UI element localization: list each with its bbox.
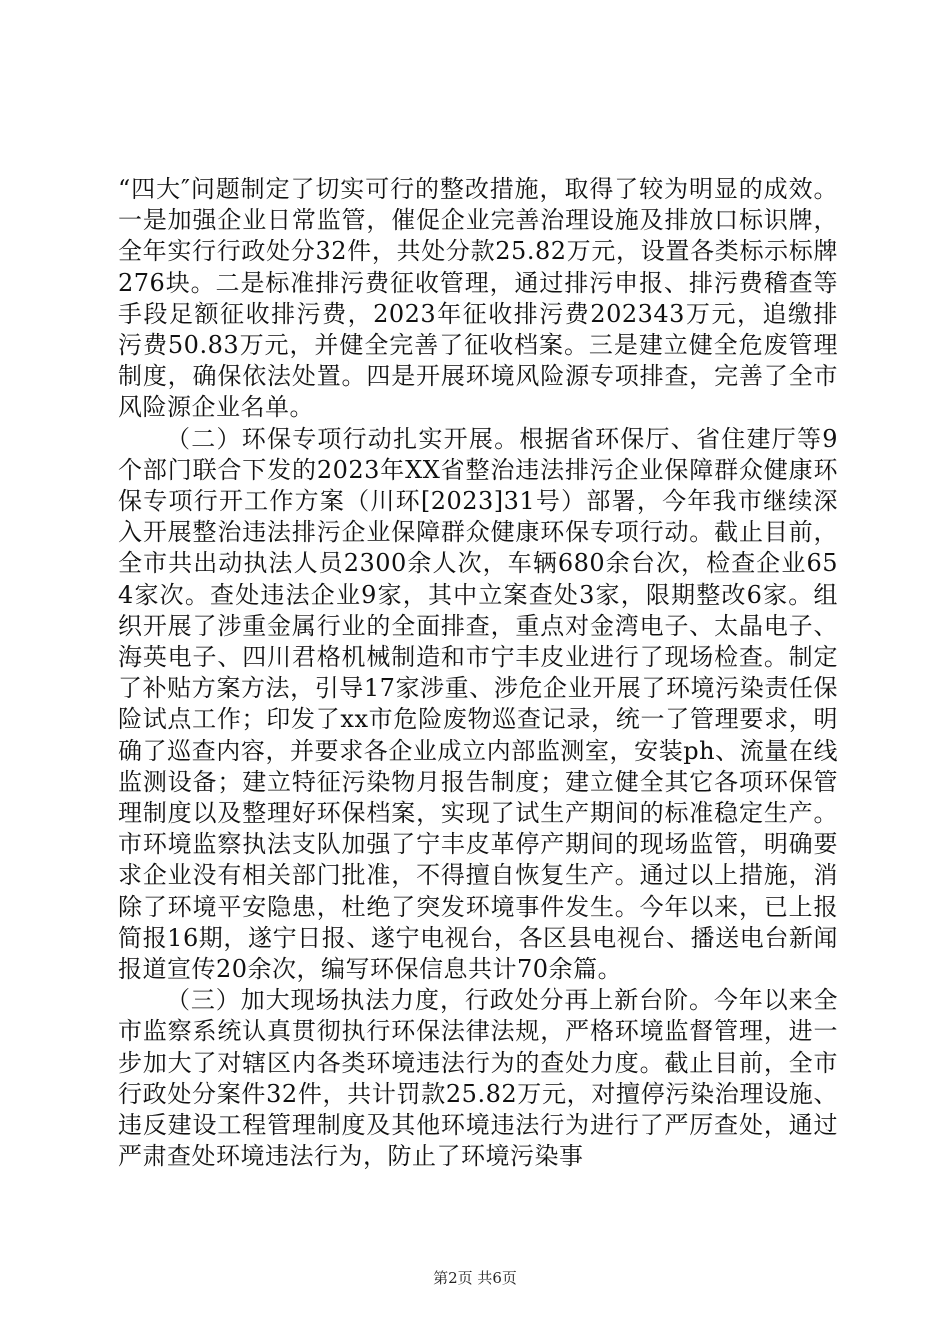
paragraph-1: “四大″问题制定了切实可行的整改措施，取得了较为明显的成效。一是加强企业日常监管，催促企业完善治理设施及排放口标识牌，全年实行行政处分32件，共处分款25.82万元，设置各类标示标牌276块。二是标准排污费征收管理，通过排污申报、排污费稽查等手段足额征收排污费，2023年征收排污费202343万元，追缴排污费50.83万元，并健全完善了征收档案。三是建立健全危废管理制度，确保依法处置。四是开展环境风险源专项排查，完善了全市风险源企业名单。 <box>118 175 838 422</box>
paragraph-2: （二）环保专项行动扎实开展。根据省环保厅、省住建厅等9个部门联合下发的2023年XX省整治违法排污企业保障群众健康环保专项行开工作方案（川环[2023]31号）部署，今年我市继续深入开展整治违法排污企业保障群众健康环保专项行动。截止目前，全市共出动执法人员2300余人次，车辆680余台次，检查企业654家次。查处违法企业9家，其中立案查处3家，限期整改6家。组织开展了涉重金属行业的全面排查，重点对金湾电子、太晶电子、海英电子、四川君格机械制造和市宁丰皮业进行了现场检查。制定了补贴方案方法，引导17家涉重、涉危企业开展了环境污染责任保险试点工作；印发了xx市危险废物巡查记录，统一了管理要求，明确了巡查内容，并要求各企业成立内部监测室，安装ph、流量在线监测设备；建立特征污染物月报告制度；建立健全其它各项环保管理制度以及整理好环保档案，实现了试生产期间的标准稳定生产。市环境监察执法支队加强了宁丰皮革停产期间的现场监管，明确要求企业没有相关部门批准，不得擅自恢复生产。通过以上措施，消除了环境平安隐患，杜绝了突发环境事件发生。今年以来，已上报简报16期，遂宁日报、遂宁电视台，各区县电视台、播送电台新闻报道宣传20余次，编写环保信息共计70余篇。 <box>118 424 838 984</box>
page-number-footer: 第2页 共6页 <box>433 1269 517 1287</box>
paragraph-3: （三）加大现场执法力度，行政处分再上新台阶。今年以来全市监察系统认真贯彻执行环保法律法规，严格环境监督管理，进一步加大了对辖区内各类环境违法行为的查处力度。截止目前，全市行政处分案件32件，共计罚款25.82万元，对擅停污染治理设施、违反建设工程管理制度及其他环境违法行为进行了严厉查处，通过严肃查处环境违法行为，防止了环境污染事 <box>118 986 838 1171</box>
document-body <box>118 174 838 1173</box>
